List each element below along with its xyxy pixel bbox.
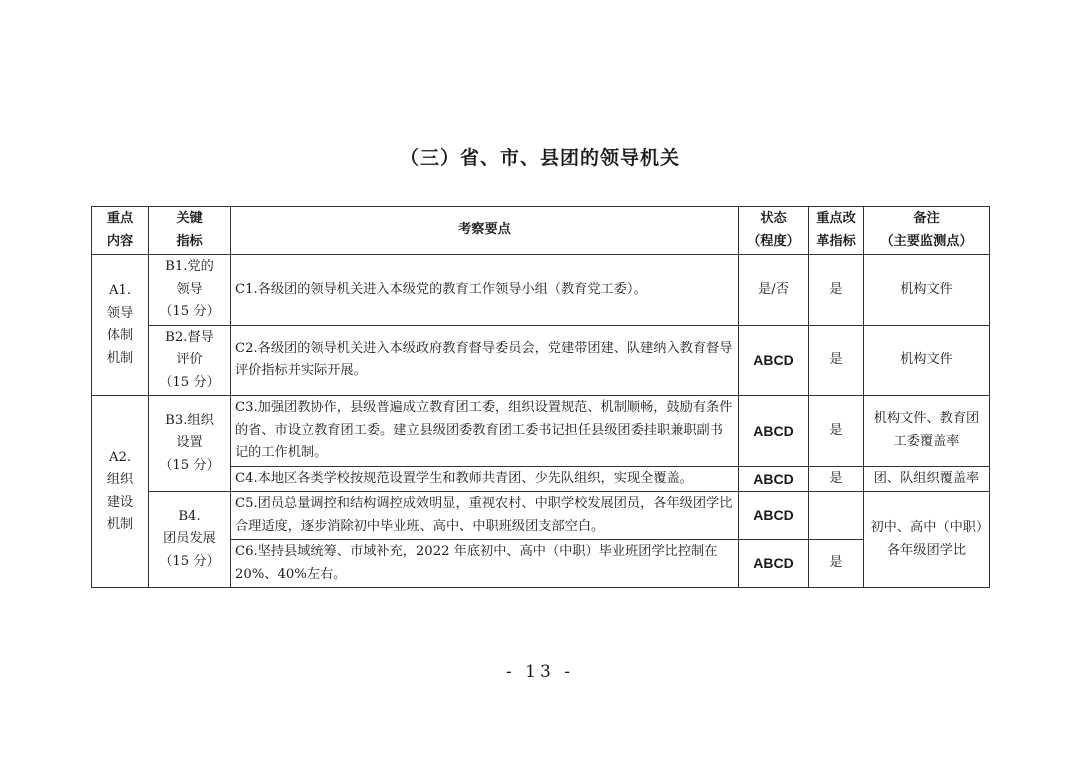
header-key-indicator: 关键 指标 [149, 207, 231, 255]
point-cell-c6: C6.坚持县域统筹、市域补充，2022 年底初中、高中（中职）毕业班团学比控制在 20%、40%左右。 [231, 540, 739, 588]
remark-cell: 机构文件 [864, 255, 990, 326]
evaluation-table [91, 206, 990, 588]
reform-cell: 是 [809, 396, 864, 467]
indicator-cell-b1: B1.党的 领导 （15 分） [149, 255, 231, 326]
status-cell: 是/否 [739, 255, 809, 326]
point-cell-c2: C2.各级团的领导机关进入本级政府教育督导委员会，党建带团建、队建纳入教育督导评价指标并实际开展。 [231, 325, 739, 396]
indicator-cell-b4: B4. 团员发展 （15 分） [149, 492, 231, 588]
point-cell-c5: C5.团员总量调控和结构调控成效明显，重视农村、中职学校发展团员，各年级团学比合理适度，逐步消除初中毕业班、高中、中职班级团支部空白。 [231, 492, 739, 540]
status-cell: ABCD [739, 466, 809, 492]
status-cell: ABCD [739, 540, 809, 588]
remark-cell: 初中、高中（中职）各年级团学比 [864, 492, 990, 588]
reform-cell: 是 [809, 255, 864, 326]
remark-cell: 机构文件、教育团工委覆盖率 [864, 396, 990, 467]
remark-cell: 团、队组织覆盖率 [864, 466, 990, 492]
header-status: 状态 （程度） [739, 207, 809, 255]
status-cell: ABCD [739, 325, 809, 396]
remark-cell: 机构文件 [864, 325, 990, 396]
table-row [92, 255, 990, 326]
indicator-cell-b2: B2.督导 评价 （15 分） [149, 325, 231, 396]
status-cell: ABCD [739, 492, 809, 540]
header-reform-indicator: 重点改 革指标 [809, 207, 864, 255]
point-cell-c4: C4.本地区各类学校按规范设置学生和教师共青团、少先队组织，实现全覆盖。 [231, 466, 739, 492]
point-cell-c1: C1.各级团的领导机关进入本级党的教育工作领导小组（教育党工委）。 [231, 255, 739, 326]
content-cell-a1: A1. 领导 体制 机制 [92, 255, 149, 396]
indicator-cell-b3: B3.组织 设置 （15 分） [149, 396, 231, 492]
table-header-row [92, 207, 990, 255]
page-number: - 13 - [506, 662, 574, 682]
header-key-content: 重点 内容 [92, 207, 149, 255]
content-cell-a2: A2. 组织 建设 机制 [92, 396, 149, 588]
table-row [92, 325, 990, 396]
reform-cell: 是 [809, 325, 864, 396]
reform-cell [809, 492, 864, 540]
reform-cell: 是 [809, 540, 864, 588]
table-row [92, 492, 990, 540]
table-row [92, 396, 990, 467]
point-cell-c3: C3.加强团教协作，县级普遍成立教育团工委，组织设置规范、机制顺畅，鼓励有条件的省、市设立教育团工委。建立县级团委教育团工委书记担任县级团委挂职兼职副书记的工作机制。 [231, 396, 739, 467]
header-inspection-points: 考察要点 [231, 207, 739, 255]
reform-cell: 是 [809, 466, 864, 492]
header-remarks: 备注 （主要监测点） [864, 207, 990, 255]
status-cell: ABCD [739, 396, 809, 467]
page-title: （三）省、市、县团的领导机关 [399, 147, 680, 169]
